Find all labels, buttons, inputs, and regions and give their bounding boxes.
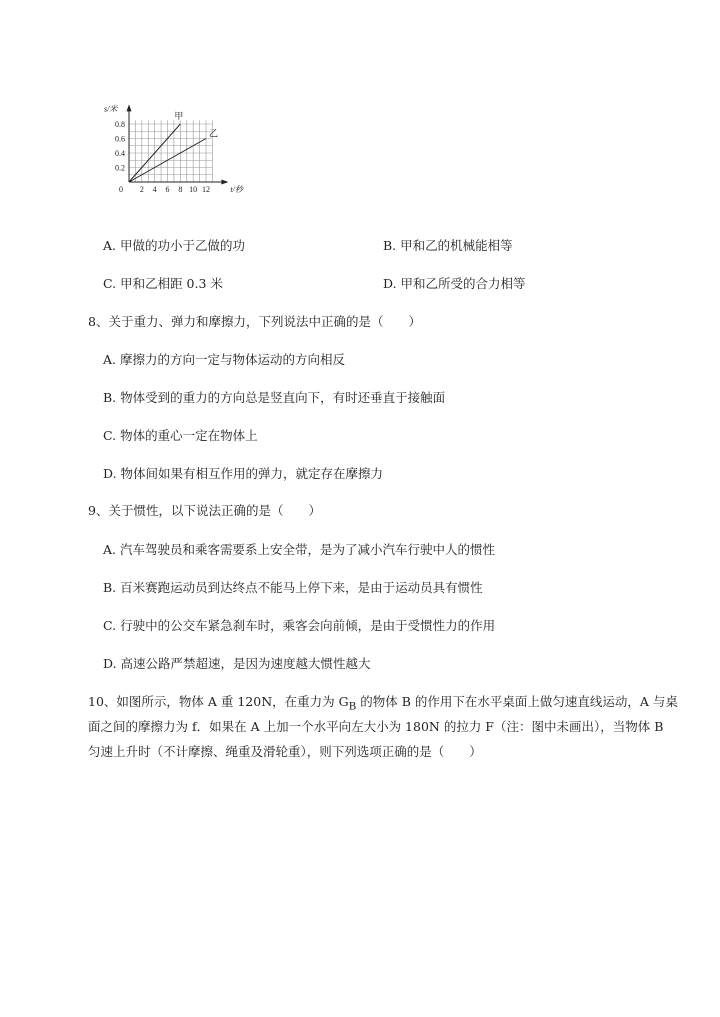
q8-stem: 8、关于重力、弹力和摩擦力，下列说法中正确的是（ ）: [88, 314, 421, 329]
x-tick-label: 12: [202, 185, 210, 194]
x-axis-label: t/秒: [230, 185, 243, 194]
x-tick-label: 0: [119, 185, 123, 194]
q10-line-1: 10、如图所示，物体 A 重 120N，在重力为 $G_B$ 的物体 B 的作用下在水平桌面上做匀速直线运动，A 与桌: [88, 694, 678, 713]
q8-option-a: A. 摩擦力的方向一定与物体运动的方向相反: [103, 352, 345, 367]
y-tick-label: 0.4: [115, 149, 125, 158]
y-tick-label: 0.8: [115, 120, 125, 129]
y-tick-label: 0.6: [115, 134, 125, 144]
q10-line-3: 匀速上升时（不计摩擦、绳重及滑轮重），则下列选项正确的是（ ）: [88, 744, 482, 759]
q9-stem: 9、关于惯性，以下说法正确的是（ ）: [88, 503, 321, 518]
q10-line-2: 面之间的摩擦力为 f．如果在 A 上加一个水平向左大小为 180N 的拉力 F（注：图中未画出），当物体 B: [88, 719, 664, 734]
y-axis-label: s/米: [104, 104, 118, 114]
x-tick-label: 6: [165, 185, 170, 194]
x-tick-label: 10: [189, 185, 198, 194]
q9-option-d: D. 高速公路严禁超速，是因为速度越大惯性越大: [103, 656, 371, 671]
st-graph: [100, 95, 250, 200]
q7-option-a: A. 甲做的功小于乙做的功: [103, 238, 245, 253]
x-tick-label: 4: [152, 185, 157, 194]
q7-option-c: C. 甲和乙相距 0.3 米: [103, 276, 223, 291]
x-tick-label: 8: [178, 185, 183, 194]
q7-option-b: B. 甲和乙的机械能相等: [383, 238, 513, 253]
q9-option-a: A. 汽车驾驶员和乘客需要系上安全带，是为了减小汽车行驶中人的惯性: [103, 542, 495, 557]
x-tick-label: 2: [139, 185, 144, 194]
series-label-0: 甲: [174, 111, 184, 121]
q8-option-c: C. 物体的重心一定在物体上: [103, 428, 258, 443]
q7-option-d: D. 甲和乙所受的合力相等: [383, 276, 526, 291]
q9-option-c: C. 行驶中的公交车紧急刹车时，乘客会向前倾，是由于受惯性力的作用: [103, 618, 496, 633]
q9-option-b: B. 百米赛跑运动员到达终点不能马上停下来，是由于运动员具有惯性: [103, 580, 483, 595]
x-axis-arrow: [221, 180, 228, 185]
y-tick-label: 0.2: [115, 163, 125, 173]
y-axis-arrow: [127, 104, 132, 111]
q8-option-d: D. 物体间如果有相互作用的弹力，就定存在摩擦力: [103, 466, 384, 481]
q8-option-b: B. 物体受到的重力的方向总是竖直向下，有时还垂直于接触面: [103, 390, 446, 405]
series-label-1: 乙: [209, 128, 219, 139]
